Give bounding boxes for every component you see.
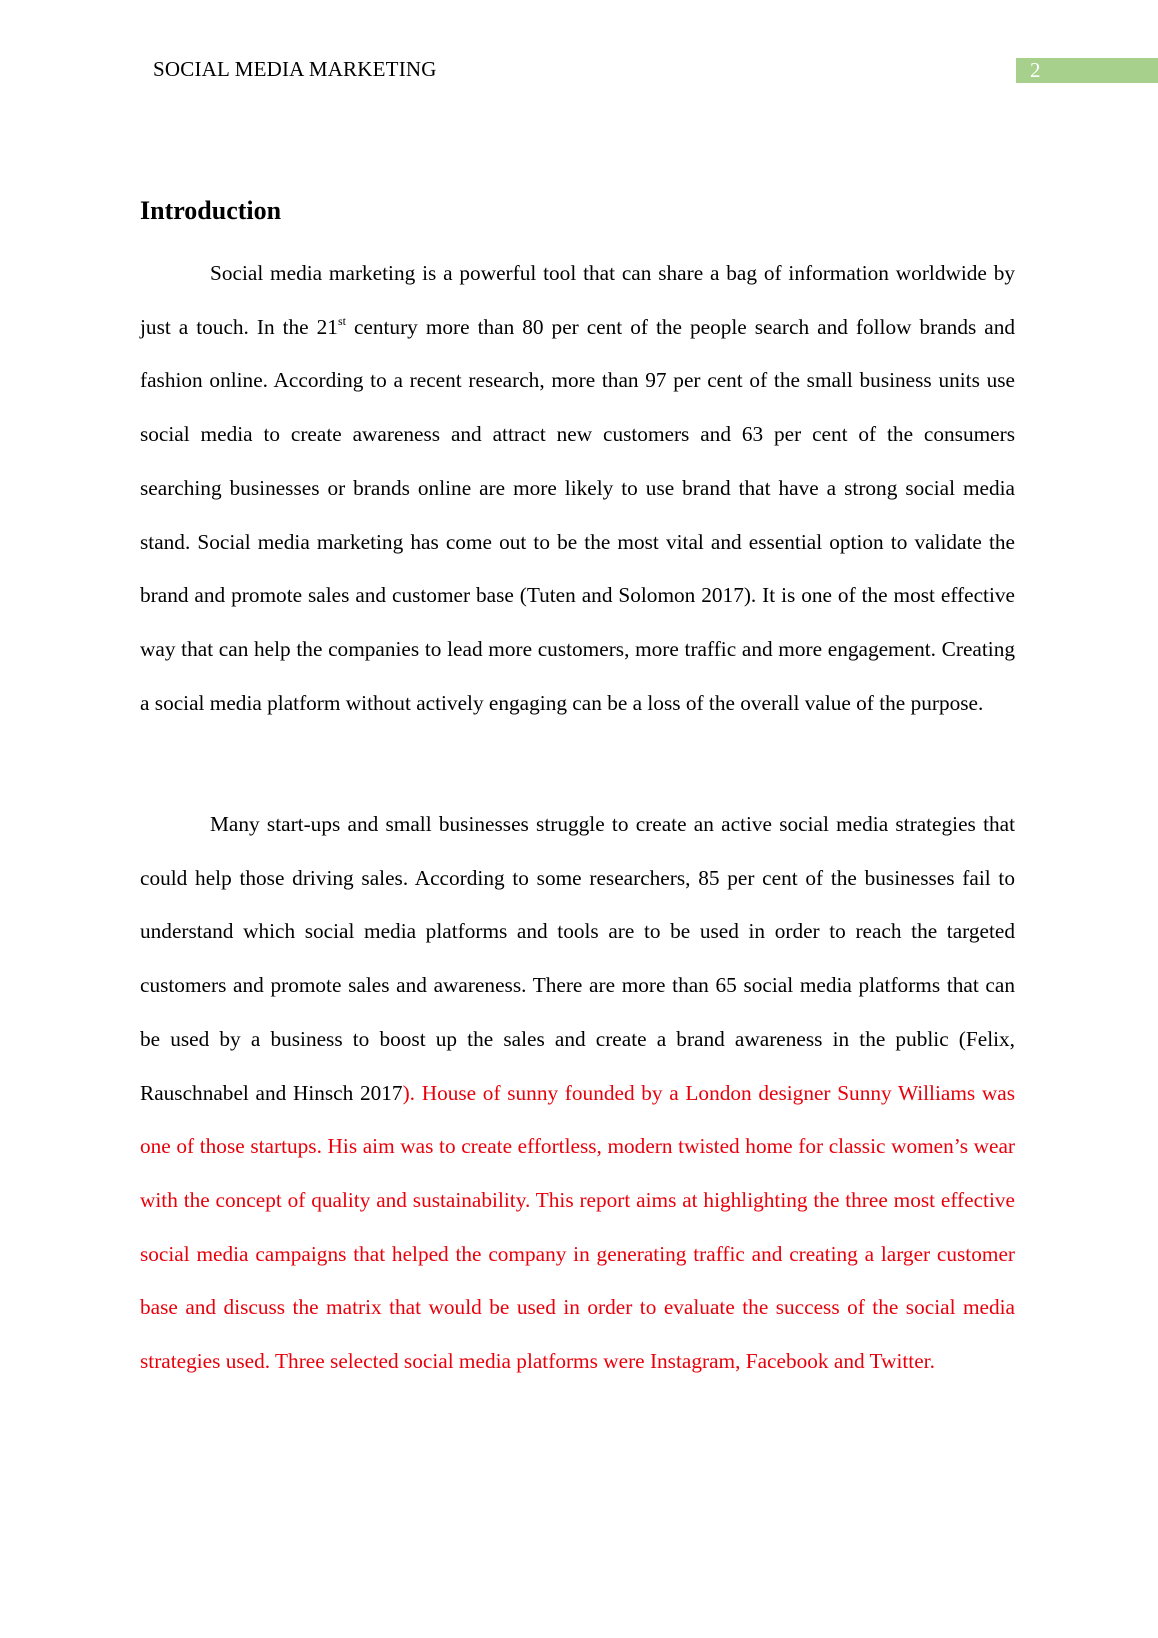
page-number: 2 xyxy=(1016,58,1158,83)
paragraph-1-text-a: Social media marketing is a powerful tool that can share a bag of information worldwide by just a touch. In the 21 xyxy=(140,261,1015,339)
section-heading: Introduction xyxy=(140,196,282,225)
paragraph-2 xyxy=(140,798,1015,1389)
paragraph-2-highlighted-text: ). House of sunny founded by a London designer Sunny Williams was one of those startups. His aim was to create effortless, modern twisted home for classic women’s wear with the concept of quality and sustainability. This report aims at highlighting the three most effective social media campaigns that helped the company in generating traffic and creating a larger customer base and discuss the matrix that would be used in order to evaluate the success of the social media strategies used. Three selected social media platforms were Instagram, Facebook and Twitter. xyxy=(140,1080,1015,1374)
running-head: SOCIAL MEDIA MARKETING xyxy=(153,57,437,81)
paragraph-1 xyxy=(140,247,1015,730)
paragraph-1-text-b: century more than 80 per cent of the people search and follow brands and fashion online. According to a recent research, more than 97 per cent of the small business units use social media to create awareness and attract new customers and 63 per cent of the consumers searching businesses or brands online are more likely to use brand that have a strong social media stand. Social media marketing has come out to be the most vital and essential option to validate the brand and promote sales and customer base (Tuten and Solomon 2017). It is one of the most effective way that can help the companies to lead more customers, more traffic and more engagement. Creating a social media platform without actively engaging can be a loss of the overall value of the purpose. xyxy=(140,314,1016,715)
ordinal-superscript: st xyxy=(337,313,346,328)
paragraph-2-text: Many start-ups and small businesses struggle to create an active social media strategies that could help those driving sales. According to some researchers, 85 per cent of the businesses fail to understand which social media platforms and tools are to be used in order to reach the targeted customers and promote sales and awareness. There are more than 65 social media platforms that can be used by a business to boost up the sales and create a brand awareness in the public (Felix, Rauschnabel and Hinsch 2017 xyxy=(140,812,1015,1105)
